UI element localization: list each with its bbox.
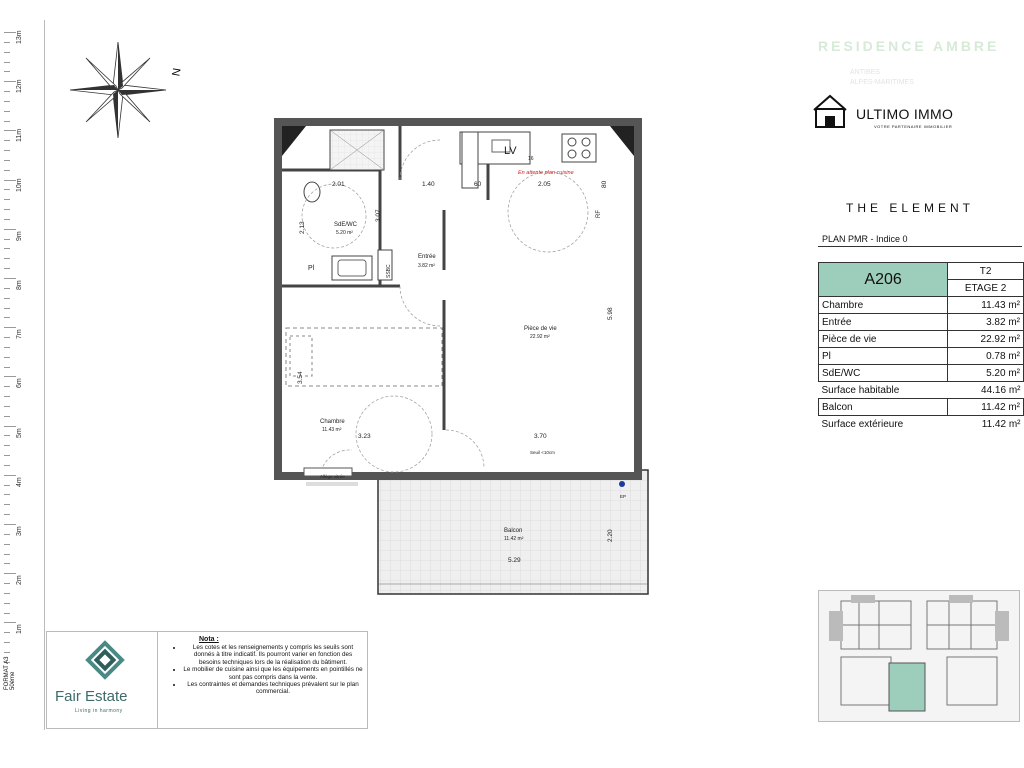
table-row: Chambre 11.43 m² <box>819 297 1024 314</box>
ruler-minor-tick <box>4 583 10 584</box>
brand-name: Fair Estate <box>55 688 128 705</box>
pl-label: Pl <box>308 265 315 272</box>
room-entree-name: Entrée <box>418 254 436 260</box>
brand-tagline: Living in harmony <box>75 708 123 714</box>
compass-rose-icon <box>66 40 186 140</box>
room-entree-area: 3.82 m² <box>418 263 435 269</box>
lot-type: T2 <box>948 263 1024 280</box>
ruler-minor-tick <box>4 62 10 63</box>
ruler-minor-tick <box>4 514 10 515</box>
room-balcon-area: 11.42 m² <box>504 536 524 542</box>
ruler-minor-tick <box>4 445 10 446</box>
scale-ruler <box>0 20 34 660</box>
table-row: Surface habitable 44.16 m² <box>821 384 1021 396</box>
ruler-label: 8m <box>16 280 23 290</box>
ruler-tick <box>4 180 16 181</box>
fair-estate-emblem-icon <box>85 640 125 680</box>
ruler-label: 13m <box>16 30 23 44</box>
ruler-minor-tick <box>4 494 10 495</box>
agency-logo <box>812 92 982 132</box>
lot-highlight <box>889 663 925 711</box>
ruler-minor-tick <box>4 298 10 299</box>
table-row: SdE/WC 5.20 m² <box>819 365 1024 382</box>
format-label: FORMAT A3 50ème <box>4 656 16 690</box>
ruler-tick <box>4 32 16 33</box>
table-row: Entrée 3.82 m² <box>819 314 1024 331</box>
ruler-minor-tick <box>4 248 10 249</box>
plan-label: PLAN PMR - Indice 0 <box>818 230 1022 247</box>
toilet <box>304 182 320 202</box>
dim-label: 2.05 <box>538 181 551 188</box>
ruler-label: 7m <box>16 329 23 340</box>
kitchen-note: En attente plan cuisine <box>518 170 574 176</box>
ruler-minor-tick <box>4 52 10 53</box>
note-title: Nota : <box>199 636 219 643</box>
ruler-minor-tick <box>4 337 10 338</box>
ruler-minor-tick <box>4 416 10 417</box>
lv-label: LV <box>504 145 517 157</box>
ruler-minor-tick <box>4 386 10 387</box>
ruler-minor-tick <box>4 563 10 564</box>
lot-floor: ETAGE 2 <box>948 280 1024 297</box>
fair-estate-logo <box>47 632 158 728</box>
ruler-minor-tick <box>4 170 10 171</box>
ruler-minor-tick <box>4 642 10 643</box>
agency-name: ULTIMO IMMO <box>856 106 954 122</box>
table-row: Balcon 11.42 m² <box>819 399 1024 416</box>
house-icon <box>812 94 848 128</box>
north-label: N <box>170 67 184 78</box>
ruler-label: 5m <box>16 427 23 438</box>
frame-line <box>44 20 45 730</box>
ruler-minor-tick <box>4 209 10 210</box>
agency-tagline: VOTRE PARTENAIRE IMMOBILIER <box>874 124 953 129</box>
floor-plan <box>260 110 660 610</box>
ruler-label: 2m <box>16 575 23 586</box>
ruler-minor-tick <box>4 189 10 190</box>
dim-label: 3.54 <box>297 371 304 384</box>
table-row: Pl 0.78 m² <box>819 348 1024 365</box>
surfaces-table <box>818 262 1024 432</box>
dim-label: 5.98 <box>607 307 614 320</box>
ruler-minor-tick <box>4 544 10 545</box>
lot-id: A206 <box>819 263 948 297</box>
room-balcon-name: Balcon <box>504 528 523 534</box>
location-minimap <box>818 590 1020 722</box>
ruler-tick <box>4 573 16 574</box>
room-piece-area: 22.92 m² <box>530 334 550 340</box>
ruler-minor-tick <box>4 288 10 289</box>
ruler-tick <box>4 327 16 328</box>
ruler-minor-tick <box>4 593 10 594</box>
ruler-minor-tick <box>4 603 10 604</box>
ruler-minor-tick <box>4 160 10 161</box>
list-item: • Les contraintes et demandes techniques prévalent sur le plan commercial. <box>183 681 363 696</box>
room-piece-name: Pièce de vie <box>524 326 557 332</box>
ruler-minor-tick <box>4 317 10 318</box>
dim-label: 3.70 <box>534 433 547 440</box>
ruler-label: 6m <box>16 378 23 389</box>
room-chambre-name: Chambre <box>320 419 345 425</box>
ruler-label: 3m <box>16 526 23 536</box>
dim-label: 80 <box>601 180 608 188</box>
ruler-tick <box>4 278 16 279</box>
ruler-minor-tick <box>4 42 10 43</box>
ruler-minor-tick <box>4 101 10 102</box>
list-item: • Le mobilier de cuisine ainsi que les équipements en pointillés ne sont pas compris dans la vente. <box>183 666 363 681</box>
ruler-label: 10m <box>16 177 23 192</box>
dim-label: 2.13 <box>299 221 306 234</box>
ruler-tick <box>4 229 16 230</box>
ruler-minor-tick <box>4 140 10 141</box>
dim-label: 1.40 <box>422 181 435 188</box>
dim-label: 3.07 <box>375 209 382 222</box>
ruler-minor-tick <box>4 199 10 200</box>
ruler-minor-tick <box>4 613 10 614</box>
ruler-minor-tick <box>4 239 10 240</box>
table-row: Pièce de vie 22.92 m² <box>819 331 1024 348</box>
ruler-tick <box>4 622 16 623</box>
ruler-minor-tick <box>4 111 10 112</box>
dim-label: 3.23 <box>358 433 371 440</box>
ruler-minor-tick <box>4 534 10 535</box>
ruler-minor-tick <box>4 121 10 122</box>
lv-sub-label: 16 <box>528 156 534 162</box>
table-row: Surface extérieure 11.42 m² <box>821 418 1021 430</box>
ruler-minor-tick <box>4 455 10 456</box>
ruler-label: 12m <box>16 79 23 94</box>
ruler-minor-tick <box>4 219 10 220</box>
ruler-minor-tick <box>4 347 10 348</box>
ruler-minor-tick <box>4 396 10 397</box>
ruler-minor-tick <box>4 465 10 466</box>
ruler-minor-tick <box>4 150 10 151</box>
ruler-minor-tick <box>4 485 10 486</box>
ghost-brand: RESIDENCE AMBRE <box>818 38 1000 54</box>
ruler-minor-tick <box>4 406 10 407</box>
dim-label: 5.29 <box>508 557 521 564</box>
ruler-minor-tick <box>4 268 10 269</box>
seuil-label: Seuil <10cm <box>530 450 555 455</box>
dim-label: 2.01 <box>332 181 345 188</box>
ruler-label: 4m <box>16 477 23 487</box>
program-title: THE ELEMENT <box>846 201 975 215</box>
dim-label: 2.20 <box>607 529 614 542</box>
rf-label: RF <box>596 210 602 218</box>
ruler-minor-tick <box>4 435 10 436</box>
ruler-minor-tick <box>4 308 10 309</box>
room-sde-area: 5.20 m² <box>336 230 353 236</box>
allege-label: Allège vitrée <box>320 474 345 479</box>
list-item: • Les cotes et les renseignements y compris les seuils sont donnés à titre indicatif. Ils pourront varier en fonction des besoins techniques lors de la réalisation du bâtiment. <box>183 644 363 666</box>
ruler-label: 9m <box>16 231 23 241</box>
ruler-minor-tick <box>4 504 10 505</box>
ruler-minor-tick <box>4 357 10 358</box>
ruler-tick <box>4 81 16 82</box>
room-sde-name: SdE/WC <box>334 222 358 228</box>
ruler-tick <box>4 376 16 377</box>
dim-label: 60 <box>474 181 482 188</box>
ep-point <box>619 481 625 487</box>
ruler-minor-tick <box>4 71 10 72</box>
ruler-minor-tick <box>4 258 10 259</box>
ruler-tick <box>4 426 16 427</box>
ruler-label: 1m <box>16 624 23 635</box>
ruler-minor-tick <box>4 367 10 368</box>
minimap-drawing <box>819 591 1019 721</box>
ruler-tick <box>4 130 16 131</box>
note-box <box>46 631 368 729</box>
ep-label: EP <box>620 494 627 499</box>
ruler-tick <box>4 524 16 525</box>
ruler-minor-tick <box>4 91 10 92</box>
ruler-tick <box>4 475 16 476</box>
room-chambre-area: 11.43 m² <box>322 427 342 433</box>
ssbc-label: SSBC <box>386 264 392 278</box>
ghost-lines: ANTIBES ALPES-MARITIMES <box>850 69 914 86</box>
ruler-minor-tick <box>4 632 10 633</box>
ruler-label: 11m <box>16 129 23 143</box>
ruler-minor-tick <box>4 554 10 555</box>
